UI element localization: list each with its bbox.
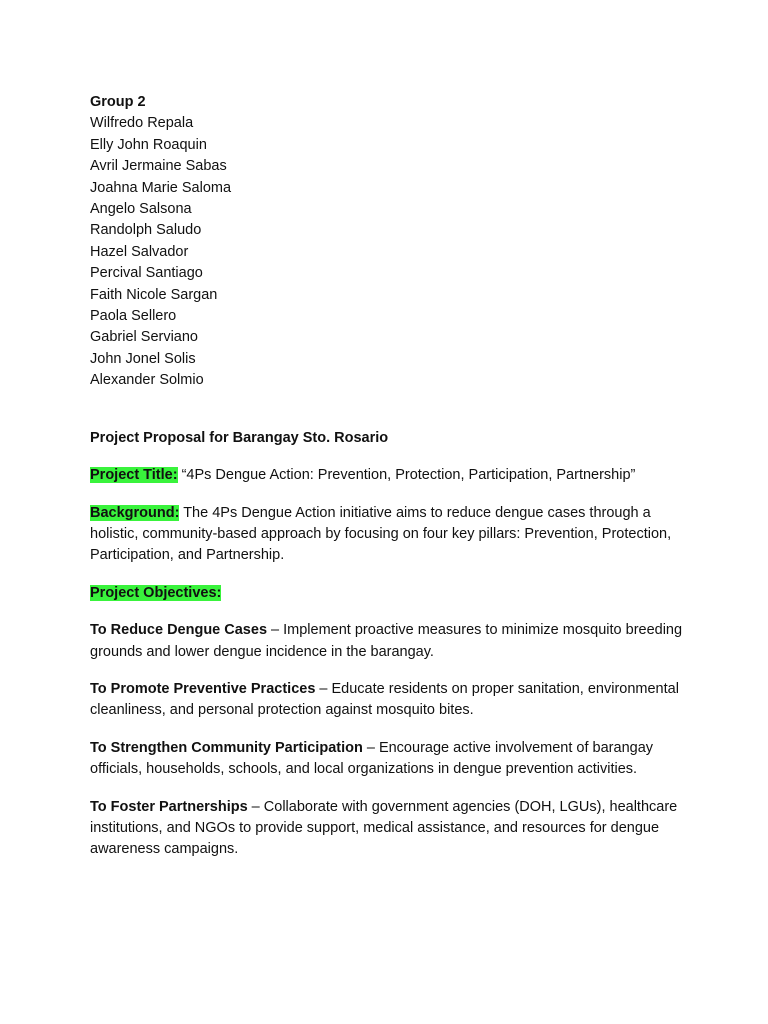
objective-lead: To Strengthen Community Participation: [90, 739, 363, 756]
member-name: Hazel Salvador: [90, 243, 189, 260]
member-name: Percival Santiago: [90, 265, 203, 282]
objective-item: [90, 797, 690, 861]
member-name: Joahna Marie Saloma: [90, 179, 232, 196]
objective-text: – Educate residents on proper sanitation, environmental cleanliness, and personal protection against mosquito bites.: [90, 680, 679, 719]
project-title-label: Project Title:: [90, 467, 178, 484]
background-text: The 4Ps Dengue Action initiative aims to reduce dengue cases through a holistic, community-based approach by focusing on four key pillars: Prevention, Protection, Participation, and Partnership.: [90, 504, 672, 564]
group-heading: Group 2: [90, 94, 146, 110]
background-label: Background:: [90, 504, 180, 521]
proposal-heading: Project Proposal for Barangay Sto. Rosario: [90, 429, 389, 446]
member-name: Gabriel Serviano: [90, 329, 198, 346]
objective-lead: To Promote Preventive Practices: [90, 680, 316, 697]
member-list: [90, 113, 690, 391]
member-name: Randolph Saludo: [90, 222, 202, 239]
objectives-label: Project Objectives:: [90, 584, 222, 601]
document-page: [90, 92, 690, 861]
member-name: Wilfredo Repala: [90, 115, 194, 132]
objectives-heading-paragraph: [90, 583, 690, 604]
objective-text: – Encourage active involvement of barangay officials, households, schools, and local organizations in dengue prevention activities.: [90, 739, 654, 778]
objective-item: [90, 620, 690, 663]
member-name: Elly John Roaquin: [90, 136, 207, 153]
member-name: John Jonel Solis: [90, 350, 196, 367]
member-name: Alexander Solmio: [90, 372, 204, 389]
project-title-paragraph: [90, 465, 690, 486]
member-name: Faith Nicole Sargan: [90, 286, 218, 303]
objective-lead: To Foster Partnerships: [90, 798, 248, 815]
objective-item: [90, 738, 690, 781]
member-name: Angelo Salsona: [90, 201, 192, 218]
objective-item: [90, 679, 690, 722]
member-name: Avril Jermaine Sabas: [90, 158, 227, 175]
member-name: Paola Sellero: [90, 308, 177, 325]
background-paragraph: [90, 503, 690, 567]
project-title-text: “4Ps Dengue Action: Prevention, Protection, Participation, Partnership”: [177, 467, 636, 484]
objective-text: – Implement proactive measures to minimize mosquito breeding grounds and lower dengue incidence in the barangay.: [90, 622, 683, 660]
objective-text: – Collaborate with government agencies (DOH, LGUs), healthcare institutions, and NGOs to provide support, medical assistance, and resources for dengue awareness campaigns.: [90, 798, 678, 858]
objective-lead: To Reduce Dengue Cases: [90, 622, 268, 639]
